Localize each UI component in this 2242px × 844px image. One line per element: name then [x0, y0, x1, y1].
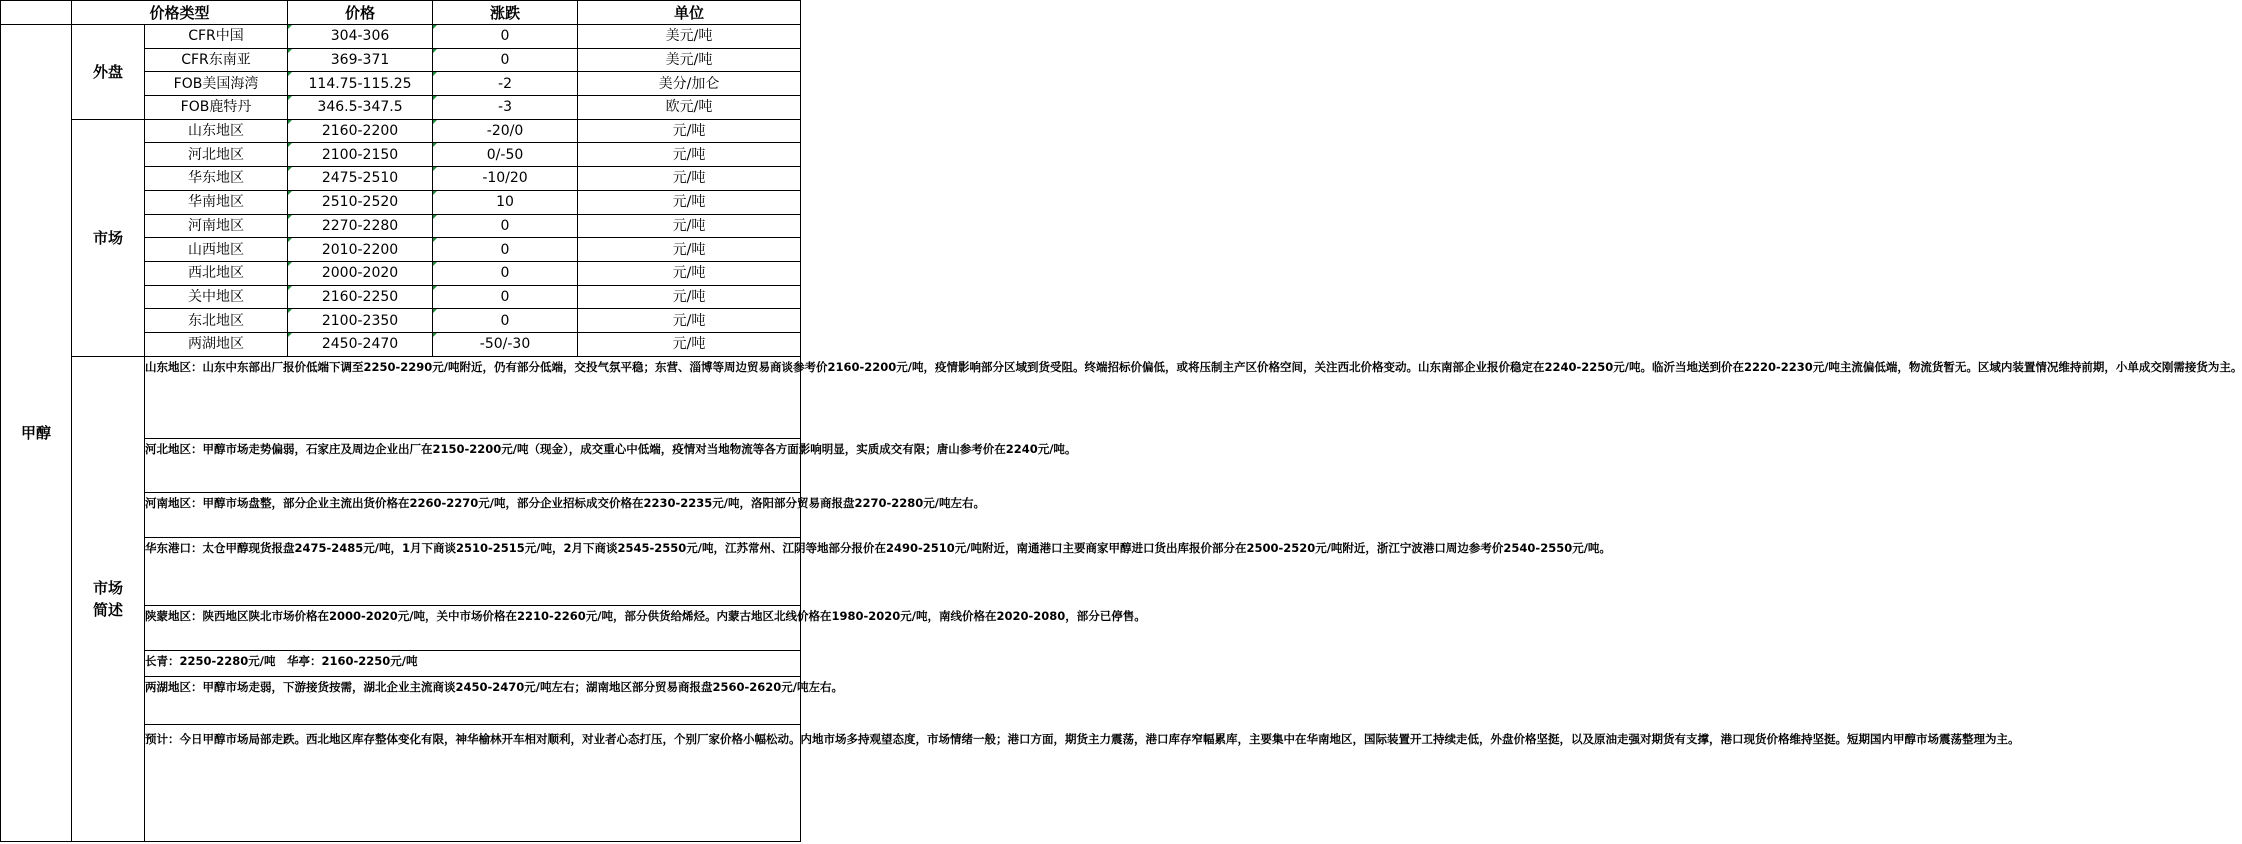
- summary-label-line: 简述: [92, 600, 123, 619]
- summary-row: [1, 356, 801, 438]
- domestic-market-group-label: 市场: [72, 119, 145, 356]
- price-unit: 美元/吨: [578, 48, 801, 72]
- summary-group-label: [72, 356, 145, 841]
- summary-paragraph: 山东地区：山东中东部出厂报价低端下调至2250-2290元/吨附近，仍有部分低端，交投气氛平稳；东营、淄博等周边贸易商谈参考价2160-2200元/吨，疫情影响部分区域到货受阻。终端招标价偏低，或将压制主产区价格空间，关注西北价格变动。山东南部企业报价稳定在2240-2250元/吨。临沂当地送到价在2220-2230元/吨主流偏低端，物流货暂无。区域内装置情况维持前期，小单成交刚需接货为主。: [145, 356, 801, 438]
- summary-paragraph: 长青：2250-2280元/吨 华亭：2160-2250元/吨: [145, 650, 801, 676]
- price-change: -2: [433, 72, 578, 96]
- region-name: CFR东南亚: [145, 48, 288, 72]
- region-name: FOB鹿特丹: [145, 96, 288, 120]
- summary-paragraph: 华东港口：太仓甲醇现货报盘2475-2485元/吨，1月下商谈2510-2515元/吨，2月下商谈2545-2550元/吨，江苏常州、江阴等地部分报价在2490-2510元/吨附近，南通港口主要商家甲醇进口货出库报价部分在2500-2520元/吨附近，浙江宁波港口周边参考价2540-2550元/吨。: [145, 537, 801, 605]
- price-change: -3: [433, 96, 578, 120]
- price-unit: 元/吨: [578, 309, 801, 333]
- price-value: 2000-2020: [288, 261, 433, 285]
- region-name: 关中地区: [145, 285, 288, 309]
- header-change: 涨跌: [433, 1, 578, 25]
- foreign-market-group-label: 外盘: [72, 25, 145, 120]
- price-change: 0: [433, 309, 578, 333]
- header-row: [1, 1, 801, 25]
- price-change: 0: [433, 214, 578, 238]
- region-name: 华东地区: [145, 167, 288, 191]
- region-name: 两湖地区: [145, 332, 288, 356]
- region-name: 河北地区: [145, 143, 288, 167]
- price-change: 10: [433, 190, 578, 214]
- summary-label-line: 市场: [92, 578, 123, 597]
- price-unit: 元/吨: [578, 143, 801, 167]
- region-name: 河南地区: [145, 214, 288, 238]
- product-label: 甲醇: [1, 25, 72, 842]
- price-value: 2100-2350: [288, 309, 433, 333]
- price-value: 304-306: [288, 25, 433, 49]
- price-value: 346.5-347.5: [288, 96, 433, 120]
- price-unit: 元/吨: [578, 190, 801, 214]
- price-change: -20/0: [433, 119, 578, 143]
- price-unit: 欧元/吨: [578, 96, 801, 120]
- price-unit: 元/吨: [578, 167, 801, 191]
- summary-paragraph: 河南地区：甲醇市场盘整，部分企业主流出货价格在2260-2270元/吨，部分企业招标成交价格在2230-2235元/吨，洛阳部分贸易商报盘2270-2280元/吨左右。: [145, 492, 801, 537]
- summary-paragraph: 两湖地区：甲醇市场走弱，下游接货按需，湖北企业主流商谈2450-2470元/吨左右；湖南地区部分贸易商报盘2560-2620元/吨左右。: [145, 676, 801, 724]
- summary-paragraph: 预计：今日甲醇市场局部走跌。西北地区库存整体变化有限，神华榆林开车相对顺利，对业者心态打压，个别厂家价格小幅松动。内地市场多持观望态度，市场情绪一般；港口方面，期货主力震荡，港口库存窄幅累库，主要集中在华南地区，国际装置开工持续走低，外盘价格坚挺，以及原油走强对期货有支撑，港口现货价格维持坚挺。短期国内甲醇市场震荡整理为主。: [145, 724, 801, 841]
- price-value: 2510-2520: [288, 190, 433, 214]
- price-change: -50/-30: [433, 332, 578, 356]
- region-name: 西北地区: [145, 261, 288, 285]
- header-price: 价格: [288, 1, 433, 25]
- price-value: 114.75-115.25: [288, 72, 433, 96]
- region-name: 华南地区: [145, 190, 288, 214]
- price-unit: 美元/吨: [578, 25, 801, 49]
- region-name: FOB美国海湾: [145, 72, 288, 96]
- price-change: 0: [433, 238, 578, 262]
- price-value: 2010-2200: [288, 238, 433, 262]
- price-unit: 元/吨: [578, 119, 801, 143]
- price-value: 2450-2470: [288, 332, 433, 356]
- region-name: CFR中国: [145, 25, 288, 49]
- region-name: 山东地区: [145, 119, 288, 143]
- price-unit: 美分/加仑: [578, 72, 801, 96]
- summary-paragraph: 河北地区：甲醇市场走势偏弱，石家庄及周边企业出厂在2150-2200元/吨（现金），成交重心中低端，疫情对当地物流等各方面影响明显，实质成交有限；唐山参考价在2240元/吨。: [145, 438, 801, 492]
- price-change: 0/-50: [433, 143, 578, 167]
- price-change: 0: [433, 285, 578, 309]
- price-change: 0: [433, 25, 578, 49]
- price-unit: 元/吨: [578, 261, 801, 285]
- summary-paragraph: 陕蒙地区：陕西地区陕北市场价格在2000-2020元/吨，关中市场价格在2210-2260元/吨，部分供货给烯烃。内蒙古地区北线价格在1980-2020元/吨，南线价格在2020-2080，部分已停售。: [145, 605, 801, 650]
- price-value: 2270-2280: [288, 214, 433, 238]
- price-change: -10/20: [433, 167, 578, 191]
- price-unit: 元/吨: [578, 238, 801, 262]
- domestic-market-row: [1, 119, 801, 143]
- price-change: 0: [433, 261, 578, 285]
- header-blank: [1, 1, 72, 25]
- region-name: 东北地区: [145, 309, 288, 333]
- price-value: 369-371: [288, 48, 433, 72]
- region-name: 山西地区: [145, 238, 288, 262]
- price-value: 2160-2250: [288, 285, 433, 309]
- price-value: 2100-2150: [288, 143, 433, 167]
- price-change: 0: [433, 48, 578, 72]
- price-unit: 元/吨: [578, 214, 801, 238]
- price-unit: 元/吨: [578, 285, 801, 309]
- price-value: 2160-2200: [288, 119, 433, 143]
- price-unit: 元/吨: [578, 332, 801, 356]
- header-unit: 单位: [578, 1, 801, 25]
- header-price-type: 价格类型: [72, 1, 288, 25]
- foreign-market-row: [1, 25, 801, 49]
- price-value: 2475-2510: [288, 167, 433, 191]
